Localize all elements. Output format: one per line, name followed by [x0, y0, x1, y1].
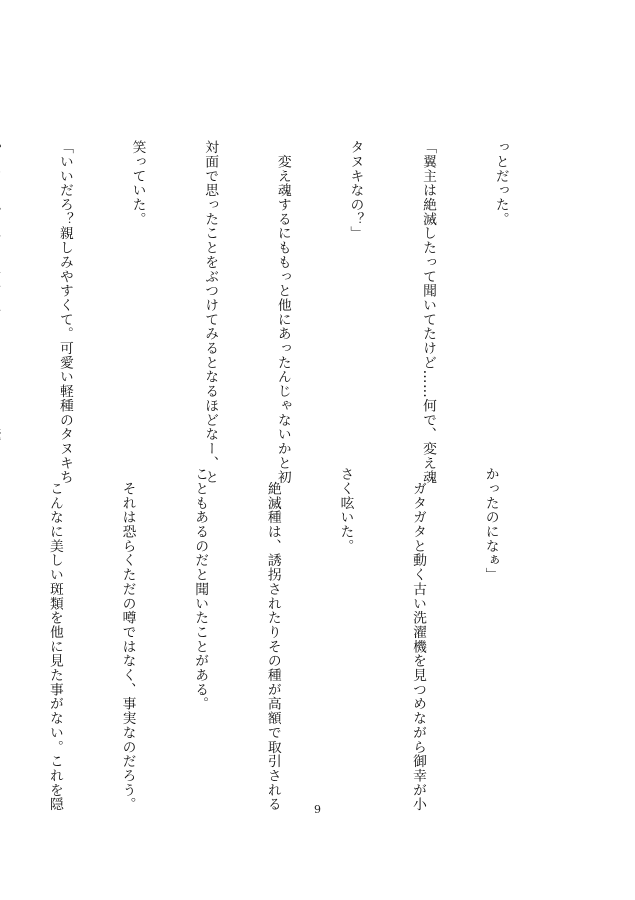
text-line: 対面で思ったことをぶつけてみるとなるほどなー、と	[202, 140, 219, 485]
text-line: 「翼主は絶滅したって聞いてたけど……何で、変え魂	[419, 140, 436, 485]
text-line	[0, 140, 4, 456]
text-line: っとだった。	[492, 140, 509, 227]
text-line: さく呟いた。	[337, 467, 354, 554]
lower-text-block	[0, 467, 551, 812]
text-line: 変え魂するにももっと他にあったんじゃないかと初	[274, 140, 291, 485]
text-line: タヌキなの？」	[347, 140, 364, 241]
text-line: こともあるのだと聞いたことがある。	[192, 467, 209, 711]
text-line: 笑っていた。	[129, 140, 146, 227]
text-line: ガタガタと動く古い洗濯機を見つめながら御幸が小	[409, 467, 426, 812]
text-line: かったのになぁ」	[482, 467, 499, 582]
upper-text-block	[0, 140, 561, 485]
text-line: こんなに美しい斑類を他に見た事がない。これを隠	[46, 467, 63, 812]
text-line: 「いいだろ？親しみやすくて。可愛い軽種のタヌキち	[56, 140, 73, 485]
text-line: 絶滅種は、誘拐されたりその種が高額で取引される	[264, 467, 281, 812]
text-line: それは恐らくただの噂ではなく、事実なのだろう。	[119, 467, 136, 812]
page-number: 9	[314, 803, 321, 816]
